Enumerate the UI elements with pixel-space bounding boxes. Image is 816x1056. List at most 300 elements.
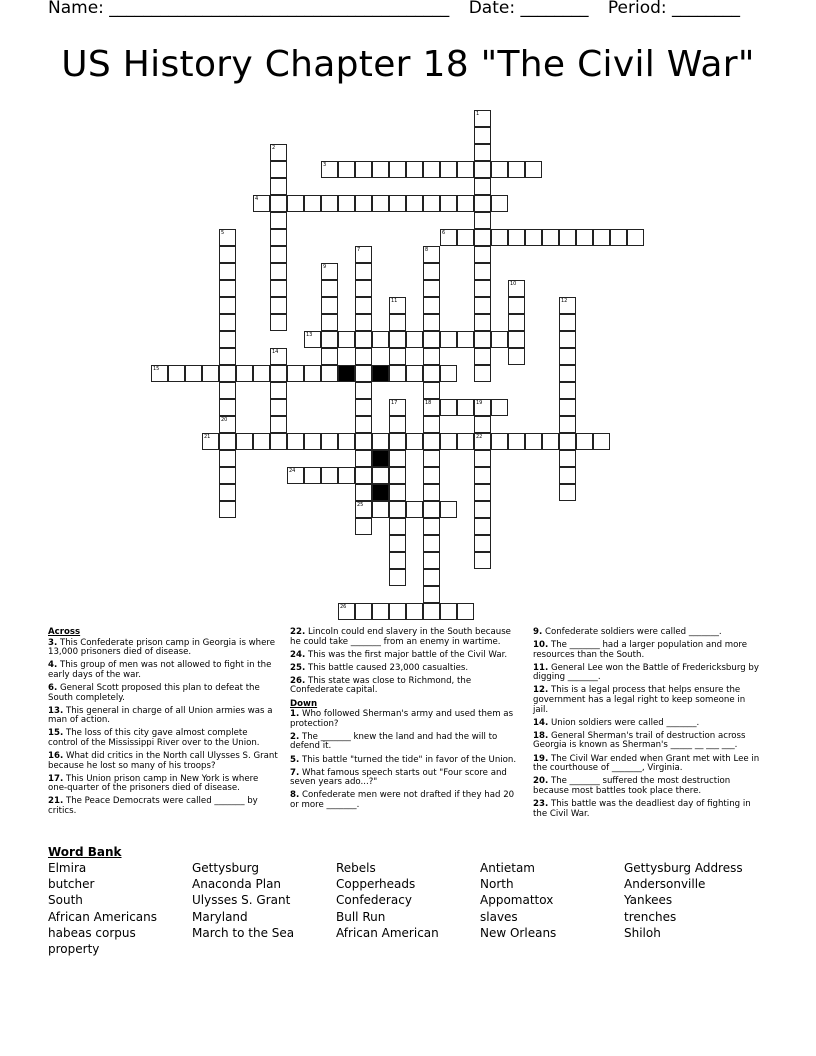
crossword-cell[interactable] <box>270 382 287 399</box>
crossword-cell[interactable] <box>508 348 525 365</box>
crossword-cell[interactable] <box>440 331 457 348</box>
crossword-cell[interactable] <box>355 348 372 365</box>
crossword-cell[interactable] <box>559 399 576 416</box>
crossword-cell[interactable] <box>474 127 491 144</box>
crossword-cell[interactable] <box>423 416 440 433</box>
crossword-cell[interactable] <box>389 195 406 212</box>
crossword-cell[interactable] <box>270 229 287 246</box>
clue <box>533 686 763 715</box>
crossword-cell[interactable] <box>389 484 406 501</box>
crossword-cell[interactable] <box>355 161 372 178</box>
crossword-cell[interactable] <box>372 603 389 620</box>
clue-number: 25 <box>357 502 364 508</box>
crossword-cell[interactable] <box>559 450 576 467</box>
clue-text: The _______ suffered the most destruction because most battles took place there. <box>533 776 731 796</box>
crossword-cell[interactable] <box>372 467 389 484</box>
crossword-cell[interactable] <box>474 144 491 161</box>
crossword-cell[interactable] <box>474 535 491 552</box>
crossword-cell[interactable] <box>440 195 457 212</box>
crossword-cell[interactable] <box>474 161 491 178</box>
clue-number: 8 <box>425 247 429 253</box>
crossword-cell[interactable] <box>321 365 338 382</box>
crossword-cell[interactable] <box>355 382 372 399</box>
clue-number-label: 12. <box>533 685 549 696</box>
clue-number-label: 2. <box>290 731 300 742</box>
crossword-cell[interactable] <box>457 195 474 212</box>
crossword-cell[interactable] <box>389 314 406 331</box>
crossword-cell[interactable] <box>406 365 423 382</box>
crossword-cell[interactable] <box>304 467 321 484</box>
crossword-cell[interactable] <box>321 348 338 365</box>
crossword-cell[interactable] <box>219 331 236 348</box>
crossword-cell[interactable] <box>627 229 644 246</box>
clue-number: 17 <box>391 400 398 406</box>
clue-text: This group of men was not allowed to fight in the early days of the war. <box>48 660 272 680</box>
word-bank-entry: property <box>48 942 100 957</box>
clue-number-label: 3. <box>48 637 58 648</box>
crossword-cell[interactable] <box>185 365 202 382</box>
clue-number-label: 10. <box>533 640 549 651</box>
clue-number-label: 17. <box>48 773 64 784</box>
clue <box>533 777 763 796</box>
word-bank-entry: Gettysburg Address <box>624 861 743 875</box>
page-title: US History Chapter 18 "The Civil War" <box>61 44 755 85</box>
crossword-cell[interactable] <box>270 433 287 450</box>
clue-number-label: 9. <box>533 627 543 637</box>
crossword-cell[interactable] <box>355 365 372 382</box>
crossword-cell[interactable] <box>389 348 406 365</box>
crossword-cell[interactable] <box>304 195 321 212</box>
crossword-cell[interactable] <box>474 314 491 331</box>
crossword-cell[interactable] <box>610 229 627 246</box>
crossword-cell[interactable] <box>423 501 440 518</box>
crossword-cell[interactable] <box>559 433 576 450</box>
crossword-cell[interactable] <box>270 297 287 314</box>
crossword-cell[interactable] <box>406 161 423 178</box>
crossword-cell[interactable] <box>270 246 287 263</box>
clue <box>533 800 763 819</box>
crossword-cell[interactable] <box>355 603 372 620</box>
crossword-cell[interactable] <box>474 348 491 365</box>
crossword-cell[interactable] <box>559 416 576 433</box>
crossword-cell[interactable] <box>474 229 491 246</box>
clue-text: The Civil War ended when Grant met with Lee in the courthouse of _______, Virginia. <box>533 753 760 774</box>
word-bank-entry: trenches <box>624 909 677 924</box>
crossword-cell[interactable] <box>389 433 406 450</box>
crossword-cell[interactable] <box>389 416 406 433</box>
clue-number-label: 19. <box>533 753 549 764</box>
crossword-cell[interactable] <box>168 365 185 382</box>
crossword-cell[interactable] <box>372 331 389 348</box>
crossword-cell[interactable] <box>219 450 236 467</box>
crossword-cell[interactable] <box>423 603 440 620</box>
crossword-cell[interactable] <box>406 603 423 620</box>
word-bank-entry: African American <box>336 925 439 940</box>
clue-text: The _______ knew the land and had the will to defend it. <box>290 731 498 752</box>
crossword-cell[interactable] <box>542 433 559 450</box>
word-bank-entry: Gettysburg <box>192 861 260 875</box>
crossword-cell[interactable] <box>474 518 491 535</box>
crossword-cell[interactable] <box>406 195 423 212</box>
clue <box>48 752 280 771</box>
crossword-cell[interactable] <box>423 365 440 382</box>
crossword-cell[interactable] <box>423 552 440 569</box>
crossword-cell[interactable] <box>491 161 508 178</box>
crossword-cell[interactable] <box>474 416 491 433</box>
crossword-cell[interactable] <box>423 569 440 586</box>
crossword-cell[interactable] <box>270 195 287 212</box>
crossword-cell[interactable] <box>355 416 372 433</box>
crossword-cell[interactable] <box>559 467 576 484</box>
clue-number: 12 <box>561 298 568 304</box>
crossword-cell[interactable] <box>389 365 406 382</box>
crossword-cell[interactable] <box>338 467 355 484</box>
clue-text: The loss of this city gave almost complete control of the Mississippi River over to the Union. <box>48 728 260 748</box>
crossword-cell[interactable] <box>457 433 474 450</box>
crossword-cell[interactable] <box>440 399 457 416</box>
word-bank-title: Word Bank <box>48 845 122 859</box>
clue-text: General Lee won the Battle of Fredericksburg by digging _______. <box>533 662 759 683</box>
crossword-cell[interactable] <box>355 331 372 348</box>
crossword-cell[interactable] <box>253 365 270 382</box>
crossword-cell[interactable] <box>270 178 287 195</box>
crossword-cell[interactable] <box>372 501 389 518</box>
crossword-cell[interactable] <box>389 535 406 552</box>
crossword-cell[interactable] <box>440 433 457 450</box>
crossword-cell[interactable] <box>355 297 372 314</box>
crossword-cell[interactable] <box>406 501 423 518</box>
clue-number-label: 26. <box>290 675 306 686</box>
crossword-cell[interactable] <box>406 433 423 450</box>
crossword-cell[interactable] <box>559 365 576 382</box>
clue-number-label: 4. <box>48 660 58 671</box>
crossword-cell[interactable] <box>474 212 491 229</box>
crossword-cell[interactable] <box>270 212 287 229</box>
crossword-cell[interactable] <box>440 603 457 620</box>
clue <box>290 710 522 729</box>
clue <box>533 732 763 751</box>
crossword-cell[interactable] <box>508 331 525 348</box>
crossword-cell[interactable] <box>270 280 287 297</box>
name-field-label[interactable]: Name: ________________________________________ <box>48 0 450 18</box>
crossword-cell[interactable] <box>355 263 372 280</box>
crossword-cell[interactable] <box>559 382 576 399</box>
clue <box>48 729 280 748</box>
clue-number-label: 24. <box>290 649 306 660</box>
crossword-cell[interactable] <box>202 365 219 382</box>
clue-text: The _______ had a larger population and more resources than the South. <box>533 640 748 660</box>
crossword-cell[interactable] <box>372 161 389 178</box>
crossword-cell[interactable] <box>338 433 355 450</box>
crossword-cell[interactable] <box>593 229 610 246</box>
clue-number: 19 <box>476 400 483 406</box>
crossword-cell[interactable] <box>321 195 338 212</box>
word-bank-entry: African Americans <box>48 909 158 924</box>
crossword-cell[interactable] <box>423 331 440 348</box>
crossword-cell[interactable] <box>491 195 508 212</box>
crossword-cell[interactable] <box>372 433 389 450</box>
crossword-cell[interactable] <box>355 450 372 467</box>
clue-text: This was the first major battle of the Civil War. <box>305 649 508 660</box>
clue <box>533 755 763 774</box>
clue-text: This general in charge of all Union armies was a man of action. <box>48 705 273 726</box>
crossword-cell[interactable] <box>423 348 440 365</box>
crossword-cell[interactable] <box>253 433 270 450</box>
crossword-cell[interactable] <box>474 467 491 484</box>
crossword-cell[interactable] <box>219 280 236 297</box>
crossword-cell[interactable] <box>321 280 338 297</box>
crossword-cell[interactable] <box>474 501 491 518</box>
crossword-cell[interactable] <box>457 399 474 416</box>
clue <box>533 719 763 729</box>
crossword-cell[interactable] <box>304 433 321 450</box>
crossword-cell[interactable] <box>372 195 389 212</box>
clue-text: Union soldiers were called _______. <box>548 717 700 728</box>
black-square <box>372 484 389 501</box>
clue-number: 2 <box>272 145 276 151</box>
crossword-cell[interactable] <box>219 399 236 416</box>
clue-text: What famous speech starts out "Four score and seven years ado...?" <box>290 767 507 788</box>
crossword-cell[interactable] <box>389 501 406 518</box>
crossword-cell[interactable] <box>355 518 372 535</box>
crossword-cell[interactable] <box>423 314 440 331</box>
across-clue-list-continued <box>290 628 522 696</box>
crossword-cell[interactable] <box>338 195 355 212</box>
crossword-cell[interactable] <box>355 280 372 297</box>
crossword-cell[interactable] <box>355 399 372 416</box>
crossword-cell[interactable] <box>321 314 338 331</box>
crossword-cell[interactable] <box>287 365 304 382</box>
crossword-cell[interactable] <box>508 433 525 450</box>
crossword-cell[interactable] <box>423 467 440 484</box>
crossword-cell[interactable] <box>236 433 253 450</box>
crossword-cell[interactable] <box>423 450 440 467</box>
crossword-cell[interactable] <box>559 331 576 348</box>
word-bank-entry: Andersonville <box>624 877 706 892</box>
clue-number-label: 11. <box>533 662 549 673</box>
crossword-cell[interactable] <box>559 314 576 331</box>
word-bank-column <box>480 860 556 941</box>
word-bank-entry: Shiloh <box>624 925 661 940</box>
down-heading: Down <box>290 698 318 709</box>
crossword-cell[interactable] <box>491 433 508 450</box>
word-bank-column <box>48 860 157 957</box>
crossword-cell[interactable] <box>321 331 338 348</box>
clue <box>48 707 280 726</box>
date-field-label[interactable]: Date: ________ <box>468 0 589 18</box>
crossword-cell[interactable] <box>491 229 508 246</box>
crossword-cell[interactable] <box>219 365 236 382</box>
crossword-cell[interactable] <box>508 314 525 331</box>
crossword-cell[interactable] <box>457 229 474 246</box>
crossword-cell[interactable] <box>576 433 593 450</box>
word-bank-entry: Ulysses S. Grant <box>192 893 291 908</box>
clue-number: 7 <box>357 247 361 253</box>
word-bank-entry: South <box>48 893 83 908</box>
crossword-cell[interactable] <box>219 348 236 365</box>
clue-number: 10 <box>510 281 517 287</box>
word-bank-entry: March to the Sea <box>192 925 295 940</box>
crossword-cell[interactable] <box>389 450 406 467</box>
clue <box>290 791 522 810</box>
clues-column-2 <box>290 628 522 814</box>
crossword-cell[interactable] <box>457 161 474 178</box>
crossword-cell[interactable] <box>423 280 440 297</box>
crossword-cell[interactable] <box>474 297 491 314</box>
crossword-cell[interactable] <box>219 467 236 484</box>
crossword-cell[interactable] <box>389 552 406 569</box>
crossword-cell[interactable] <box>440 161 457 178</box>
crossword-cell[interactable] <box>236 365 253 382</box>
crossword-cell[interactable] <box>355 467 372 484</box>
crossword-cell[interactable] <box>270 314 287 331</box>
word-bank <box>48 844 743 957</box>
crossword-cell[interactable] <box>423 195 440 212</box>
crossword-cell[interactable] <box>576 229 593 246</box>
crossword-cell[interactable] <box>423 535 440 552</box>
clue-number-label: 25. <box>290 662 306 673</box>
word-bank-entry: Elmira <box>48 861 87 875</box>
clues-column-1 <box>48 628 280 820</box>
crossword-cell[interactable] <box>508 161 525 178</box>
crossword-cell[interactable] <box>270 365 287 382</box>
crossword-cell[interactable] <box>423 484 440 501</box>
crossword-cell[interactable] <box>474 365 491 382</box>
crossword-cell[interactable] <box>474 178 491 195</box>
crossword-cell[interactable] <box>389 569 406 586</box>
word-bank-entry: Bull Run <box>336 909 386 924</box>
crossword-cell[interactable] <box>270 399 287 416</box>
across-clue-list <box>48 639 280 817</box>
crossword-cell[interactable] <box>304 365 321 382</box>
clue-number: 14 <box>272 349 279 355</box>
crossword-cell[interactable] <box>423 433 440 450</box>
clue <box>290 733 522 752</box>
crossword-cell[interactable] <box>474 450 491 467</box>
crossword-cell[interactable] <box>440 501 457 518</box>
crossword-cell[interactable] <box>219 314 236 331</box>
crossword-cell[interactable] <box>423 297 440 314</box>
word-bank-entry: Yankees <box>624 893 673 908</box>
crossword-cell[interactable] <box>389 603 406 620</box>
clue <box>533 641 763 660</box>
crossword-cell[interactable] <box>457 603 474 620</box>
crossword-cell[interactable] <box>525 161 542 178</box>
crossword-cell[interactable] <box>355 433 372 450</box>
crossword-cell[interactable] <box>423 586 440 603</box>
down-clue-list <box>290 710 522 810</box>
crossword-cell[interactable] <box>355 484 372 501</box>
clue-number: 18 <box>425 400 432 406</box>
clue <box>48 775 280 794</box>
crossword-cell[interactable] <box>321 433 338 450</box>
crossword-cell[interactable] <box>491 331 508 348</box>
clue-number-label: 20. <box>533 776 549 787</box>
crossword-cell[interactable] <box>525 229 542 246</box>
clue-text: Confederate soldiers were called _______. <box>542 627 722 637</box>
word-bank-entry: Antietam <box>480 861 535 875</box>
clue-number: 4 <box>255 196 259 202</box>
crossword-cell[interactable] <box>219 433 236 450</box>
crossword-cell[interactable] <box>287 433 304 450</box>
crossword-cell[interactable] <box>389 467 406 484</box>
crossword-cell[interactable] <box>423 263 440 280</box>
crossword-cell[interactable] <box>321 467 338 484</box>
clue-number: 3 <box>323 162 327 168</box>
clue <box>290 628 522 647</box>
clue-number-label: 6. <box>48 682 58 693</box>
crossword-cell[interactable] <box>219 263 236 280</box>
crossword-cell[interactable] <box>593 433 610 450</box>
crossword-cell[interactable] <box>542 229 559 246</box>
crossword-cell[interactable] <box>474 552 491 569</box>
crossword-cell[interactable] <box>287 195 304 212</box>
crossword-cell[interactable] <box>491 399 508 416</box>
crossword-cell[interactable] <box>321 297 338 314</box>
crossword-cell[interactable] <box>219 246 236 263</box>
crossword-cell[interactable] <box>406 331 423 348</box>
crossword-cell[interactable] <box>440 365 457 382</box>
crossword-cell[interactable] <box>559 229 576 246</box>
crossword-cell[interactable] <box>219 297 236 314</box>
crossword-cell[interactable] <box>474 331 491 348</box>
black-square <box>372 365 389 382</box>
crossword-cell[interactable] <box>338 161 355 178</box>
crossword-cell[interactable] <box>338 331 355 348</box>
clue-text: This battle caused 23,000 casualties. <box>305 662 469 673</box>
crossword-cell[interactable] <box>508 229 525 246</box>
clue-text: The Peace Democrats were called _______ by critics. <box>48 796 258 816</box>
crossword-cell[interactable] <box>355 314 372 331</box>
crossword-cell[interactable] <box>423 382 440 399</box>
crossword-cell[interactable] <box>525 433 542 450</box>
across-heading: Across <box>48 627 81 637</box>
crossword-cell[interactable] <box>389 518 406 535</box>
crossword-cell[interactable] <box>474 246 491 263</box>
crossword-cell[interactable] <box>389 161 406 178</box>
crossword-cell[interactable] <box>559 348 576 365</box>
word-bank-entry: Copperheads <box>336 877 416 892</box>
crossword-cell[interactable] <box>389 331 406 348</box>
crossword-cell[interactable] <box>270 416 287 433</box>
crossword-cell[interactable] <box>219 382 236 399</box>
crossword-cell[interactable] <box>270 161 287 178</box>
crossword-cell[interactable] <box>457 331 474 348</box>
word-bank-entry: New Orleans <box>480 925 557 940</box>
crossword-cell[interactable] <box>474 280 491 297</box>
crossword-cell[interactable] <box>559 484 576 501</box>
crossword-cell[interactable] <box>508 297 525 314</box>
crossword-cell[interactable] <box>474 195 491 212</box>
crossword-cell[interactable] <box>355 195 372 212</box>
clue-number: 22 <box>476 434 483 440</box>
word-bank-entry: Appomattox <box>480 893 554 908</box>
clue-number-label: 5. <box>290 754 300 765</box>
period-field-label[interactable]: Period: ________ <box>607 0 741 18</box>
crossword-cell[interactable] <box>219 501 236 518</box>
crossword-cell[interactable] <box>474 484 491 501</box>
crossword-cell[interactable] <box>219 484 236 501</box>
crossword-cell[interactable] <box>474 263 491 280</box>
clue-number: 9 <box>323 264 327 270</box>
clue <box>533 628 763 638</box>
clue <box>48 639 280 658</box>
word-bank-column <box>192 860 294 941</box>
clue-number: 13 <box>306 332 313 338</box>
crossword-cell[interactable] <box>423 518 440 535</box>
crossword-cell[interactable] <box>423 161 440 178</box>
crossword-cell[interactable] <box>270 263 287 280</box>
